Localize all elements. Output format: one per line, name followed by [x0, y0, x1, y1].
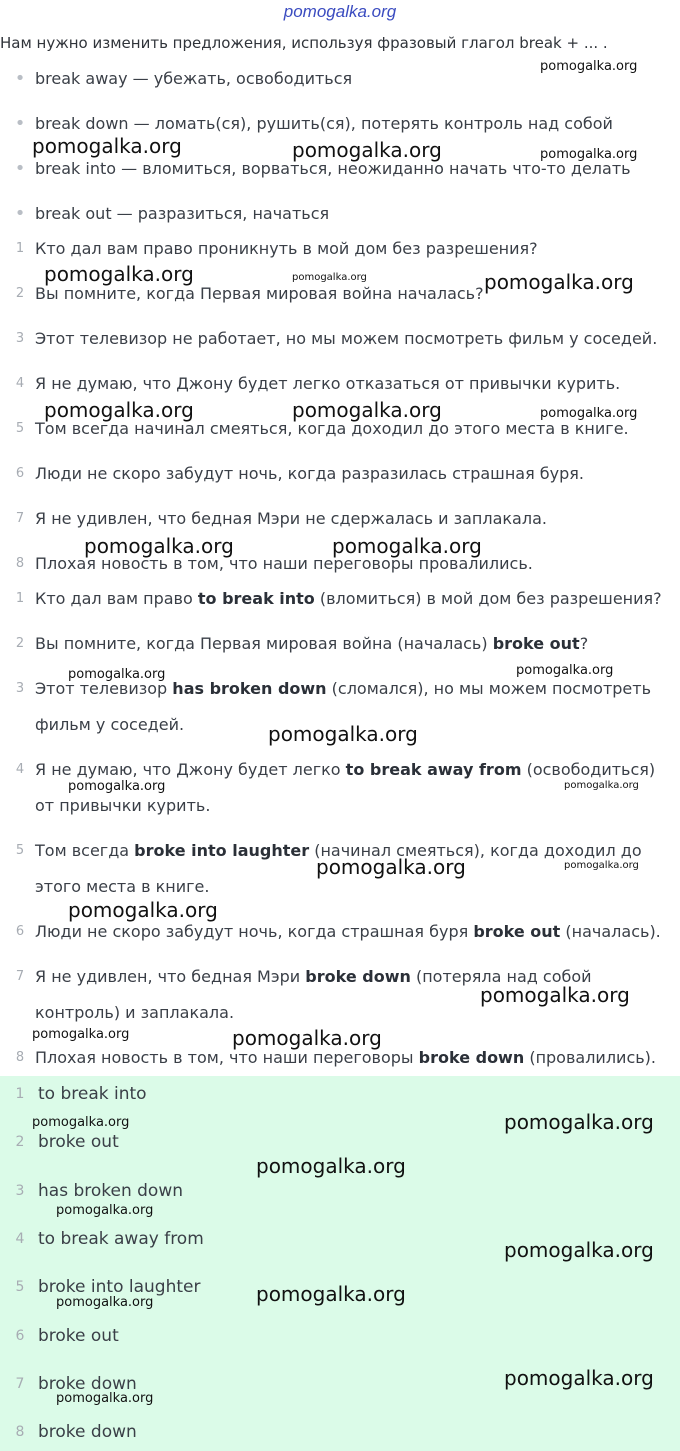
watermark: pomogalka.org	[504, 1110, 654, 1134]
watermark: pomogalka.org	[292, 398, 442, 422]
watermark: pomogalka.org	[316, 855, 466, 879]
watermark: pomogalka.org	[480, 983, 630, 1007]
site-logo[interactable]: pomogalka.org	[283, 2, 397, 21]
watermark: pomogalka.org	[56, 1295, 154, 1310]
bullet-icon: •	[14, 203, 26, 224]
watermark: pomogalka.org	[32, 1115, 130, 1130]
phrasal-verb: has broken down	[172, 679, 327, 698]
bullet-icon: •	[14, 113, 26, 134]
watermark: pomogalka.org	[68, 667, 166, 682]
watermark: pomogalka.org	[504, 1238, 654, 1262]
watermark: pomogalka.org	[256, 1154, 406, 1178]
watermark: pomogalka.org	[56, 1391, 154, 1406]
watermark: pomogalka.org	[84, 534, 234, 558]
watermark: pomogalka.org	[232, 1026, 382, 1050]
watermark: pomogalka.org	[516, 663, 614, 678]
phrasal-verb: to break into	[197, 589, 315, 608]
watermark: pomogalka.org	[292, 272, 367, 283]
watermark: pomogalka.org	[44, 262, 194, 286]
watermark: pomogalka.org	[504, 1366, 654, 1390]
watermark: pomogalka.org	[32, 134, 182, 158]
phrasal-verb: broke down	[418, 1048, 525, 1067]
watermark: pomogalka.org	[564, 780, 639, 791]
bullet-icon: •	[14, 158, 26, 179]
watermark: pomogalka.org	[484, 270, 634, 294]
watermark: pomogalka.org	[56, 1203, 154, 1218]
watermark: pomogalka.org	[256, 1282, 406, 1306]
task-intro: Нам нужно изменить предложения, используя фразовый глагол break + ... .	[0, 34, 608, 52]
phrasal-verb: broke out	[492, 634, 580, 653]
watermark: pomogalka.org	[564, 860, 639, 871]
watermark: pomogalka.org	[540, 59, 638, 74]
watermark: pomogalka.org	[540, 406, 638, 421]
phrasal-verb: broke into laughter	[134, 841, 310, 860]
watermark: pomogalka.org	[44, 398, 194, 422]
watermark: pomogalka.org	[292, 138, 442, 162]
watermark: pomogalka.org	[68, 779, 166, 794]
phrasal-verb: to break away from	[345, 760, 522, 779]
watermark: pomogalka.org	[68, 898, 218, 922]
watermark: pomogalka.org	[540, 147, 638, 162]
phrasal-verb: broke out	[473, 922, 561, 941]
watermark: pomogalka.org	[268, 722, 418, 746]
watermark: pomogalka.org	[32, 1027, 130, 1042]
watermark: pomogalka.org	[332, 534, 482, 558]
phrasal-verb: broke down	[305, 967, 411, 986]
bullet-icon: •	[14, 68, 26, 89]
